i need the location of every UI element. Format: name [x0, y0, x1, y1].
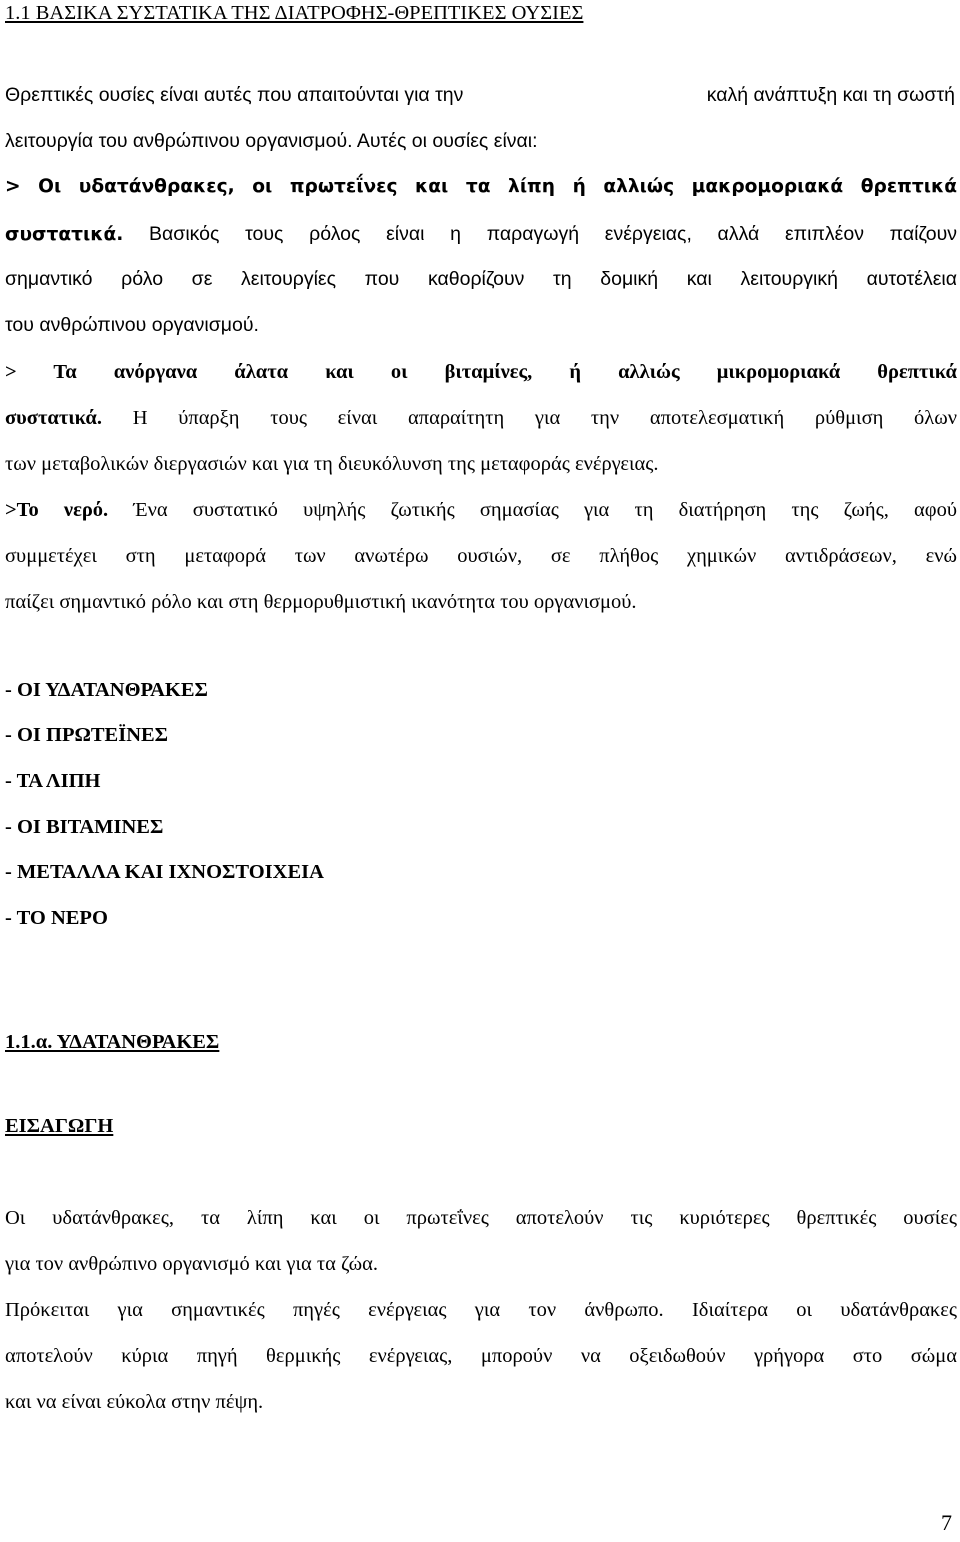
item3-line-3: παίζει σημαντικό ρόλο και στη θερμορυθμιστική ικανότητα του οργανισμού. — [5, 591, 637, 613]
list-item: - ΤΟ ΝΕΡΟ — [5, 907, 108, 929]
list-item: - ΟΙ ΠΡΩΤΕΪΝΕΣ — [5, 724, 169, 746]
para1-line-2: για τον ανθρώπινο οργανισμό και για τα ζώα. — [5, 1253, 379, 1275]
item1-line-1 — [5, 224, 957, 245]
subheading: 1.1.α. ΥΔΑΤΑΝΘΡΑΚΕΣ — [5, 1031, 220, 1053]
list-item: - ΜΕΤΑΛΛΑ ΚΑΙ ΙΧΝΟΣΤΟΙΧΕΙΑ — [5, 861, 324, 883]
item3-line-1 — [5, 500, 957, 521]
section-title: ΕΙΣΑΓΩΓΗ — [5, 1115, 114, 1137]
item1-line-2: σημαντικό ρόλο σε λειτουργίες που καθορίζουν τη δομική και λειτουργική αυτοτέλεια — [5, 268, 957, 290]
intro-line-1-end: καλή ανάπτυξη και τη σωστή — [706, 84, 955, 106]
list-item: - ΟΙ ΒΙΤΑΜΙΝΕΣ — [5, 816, 164, 838]
page-heading: 1.1 ΒΑΣΙΚΑ ΣΥΣΤΑΤΙΚΑ ΤΗΣ ΔΙΑΤΡΟΦΗΣ-ΘΡΕΠΤΙΚΕΣ ΟΥΣΙΕΣ — [5, 2, 584, 24]
item2-text-1: Η ύπαρξη τους είναι απαραίτητη για την αποτελεσματική ρύθμιση όλων — [102, 407, 957, 429]
item2-line-2: των μεταβολικών διεργασιών και για τη διευκόλυνση της μεταφοράς ενέργειας. — [5, 453, 659, 475]
list-item: - ΟΙ ΥΔΑΤΑΝΘΡΑΚΕΣ — [5, 679, 208, 701]
item3-text-1: Ένα συστατικό υψηλής ζωτικής σημασίας για τη διατήρηση της ζωής, αφού — [108, 499, 957, 521]
page-number: 7 — [941, 1510, 952, 1535]
item1-bold-tail: συστατικά. — [5, 224, 124, 245]
para2-line-1: Πρόκειται για σημαντικές πηγές ενέργειας για τον άνθρωπο. Ιδιαίτερα οι υδατάνθρακες — [5, 1299, 957, 1321]
item2-line-1 — [5, 408, 957, 429]
item2-bold-line: > Τα ανόργανα άλατα και οι βιταμίνες, ή αλλιώς μικρομοριακά θρεπτικά — [5, 361, 957, 383]
intro-line-1 — [5, 86, 955, 106]
para1-line-1: Οι υδατάνθρακες, τα λίπη και οι πρωτεΐνες αποτελούν τις κυριότερες θρεπτικές ουσίες — [5, 1207, 957, 1229]
para2-line-3: και να είναι εύκολα στην πέψη. — [5, 1391, 264, 1413]
item1-bold-line: > Οι υδατάνθρακες, οι πρωτεΐνες και τα λίπη ή αλλιώς μακρομοριακά θρεπτικά — [5, 176, 957, 197]
intro-line-2: λειτουργία του ανθρώπινου οργανισμού. Αυτές οι ουσίες είναι: — [5, 130, 538, 152]
para2-line-2: αποτελούν κύρια πηγή θερμικής ενέργειας, μπορούν να οξειδωθούν γρήγορα στο σώμα — [5, 1345, 957, 1367]
item1-line-3: του ανθρώπινου οργανισμού. — [5, 314, 259, 336]
intro-line-1-start: Θρεπτικές ουσίες είναι αυτές που απαιτούνται για την — [5, 84, 464, 106]
item1-text-1: Βασικός τους ρόλος είναι η παραγωγή ενέργειας, αλλά επιπλέον παίζουν — [123, 223, 957, 245]
item3-bold-lead: >Το νερό. — [5, 499, 109, 521]
list-item: - ΤΑ ΛΙΠΗ — [5, 770, 101, 792]
item3-line-2: συμμετέχει στη μεταφορά των ανωτέρω ουσιών, σε πλήθος χημικών αντιδράσεων, ενώ — [5, 545, 957, 567]
item2-bold-tail: συστατικά. — [5, 407, 102, 429]
